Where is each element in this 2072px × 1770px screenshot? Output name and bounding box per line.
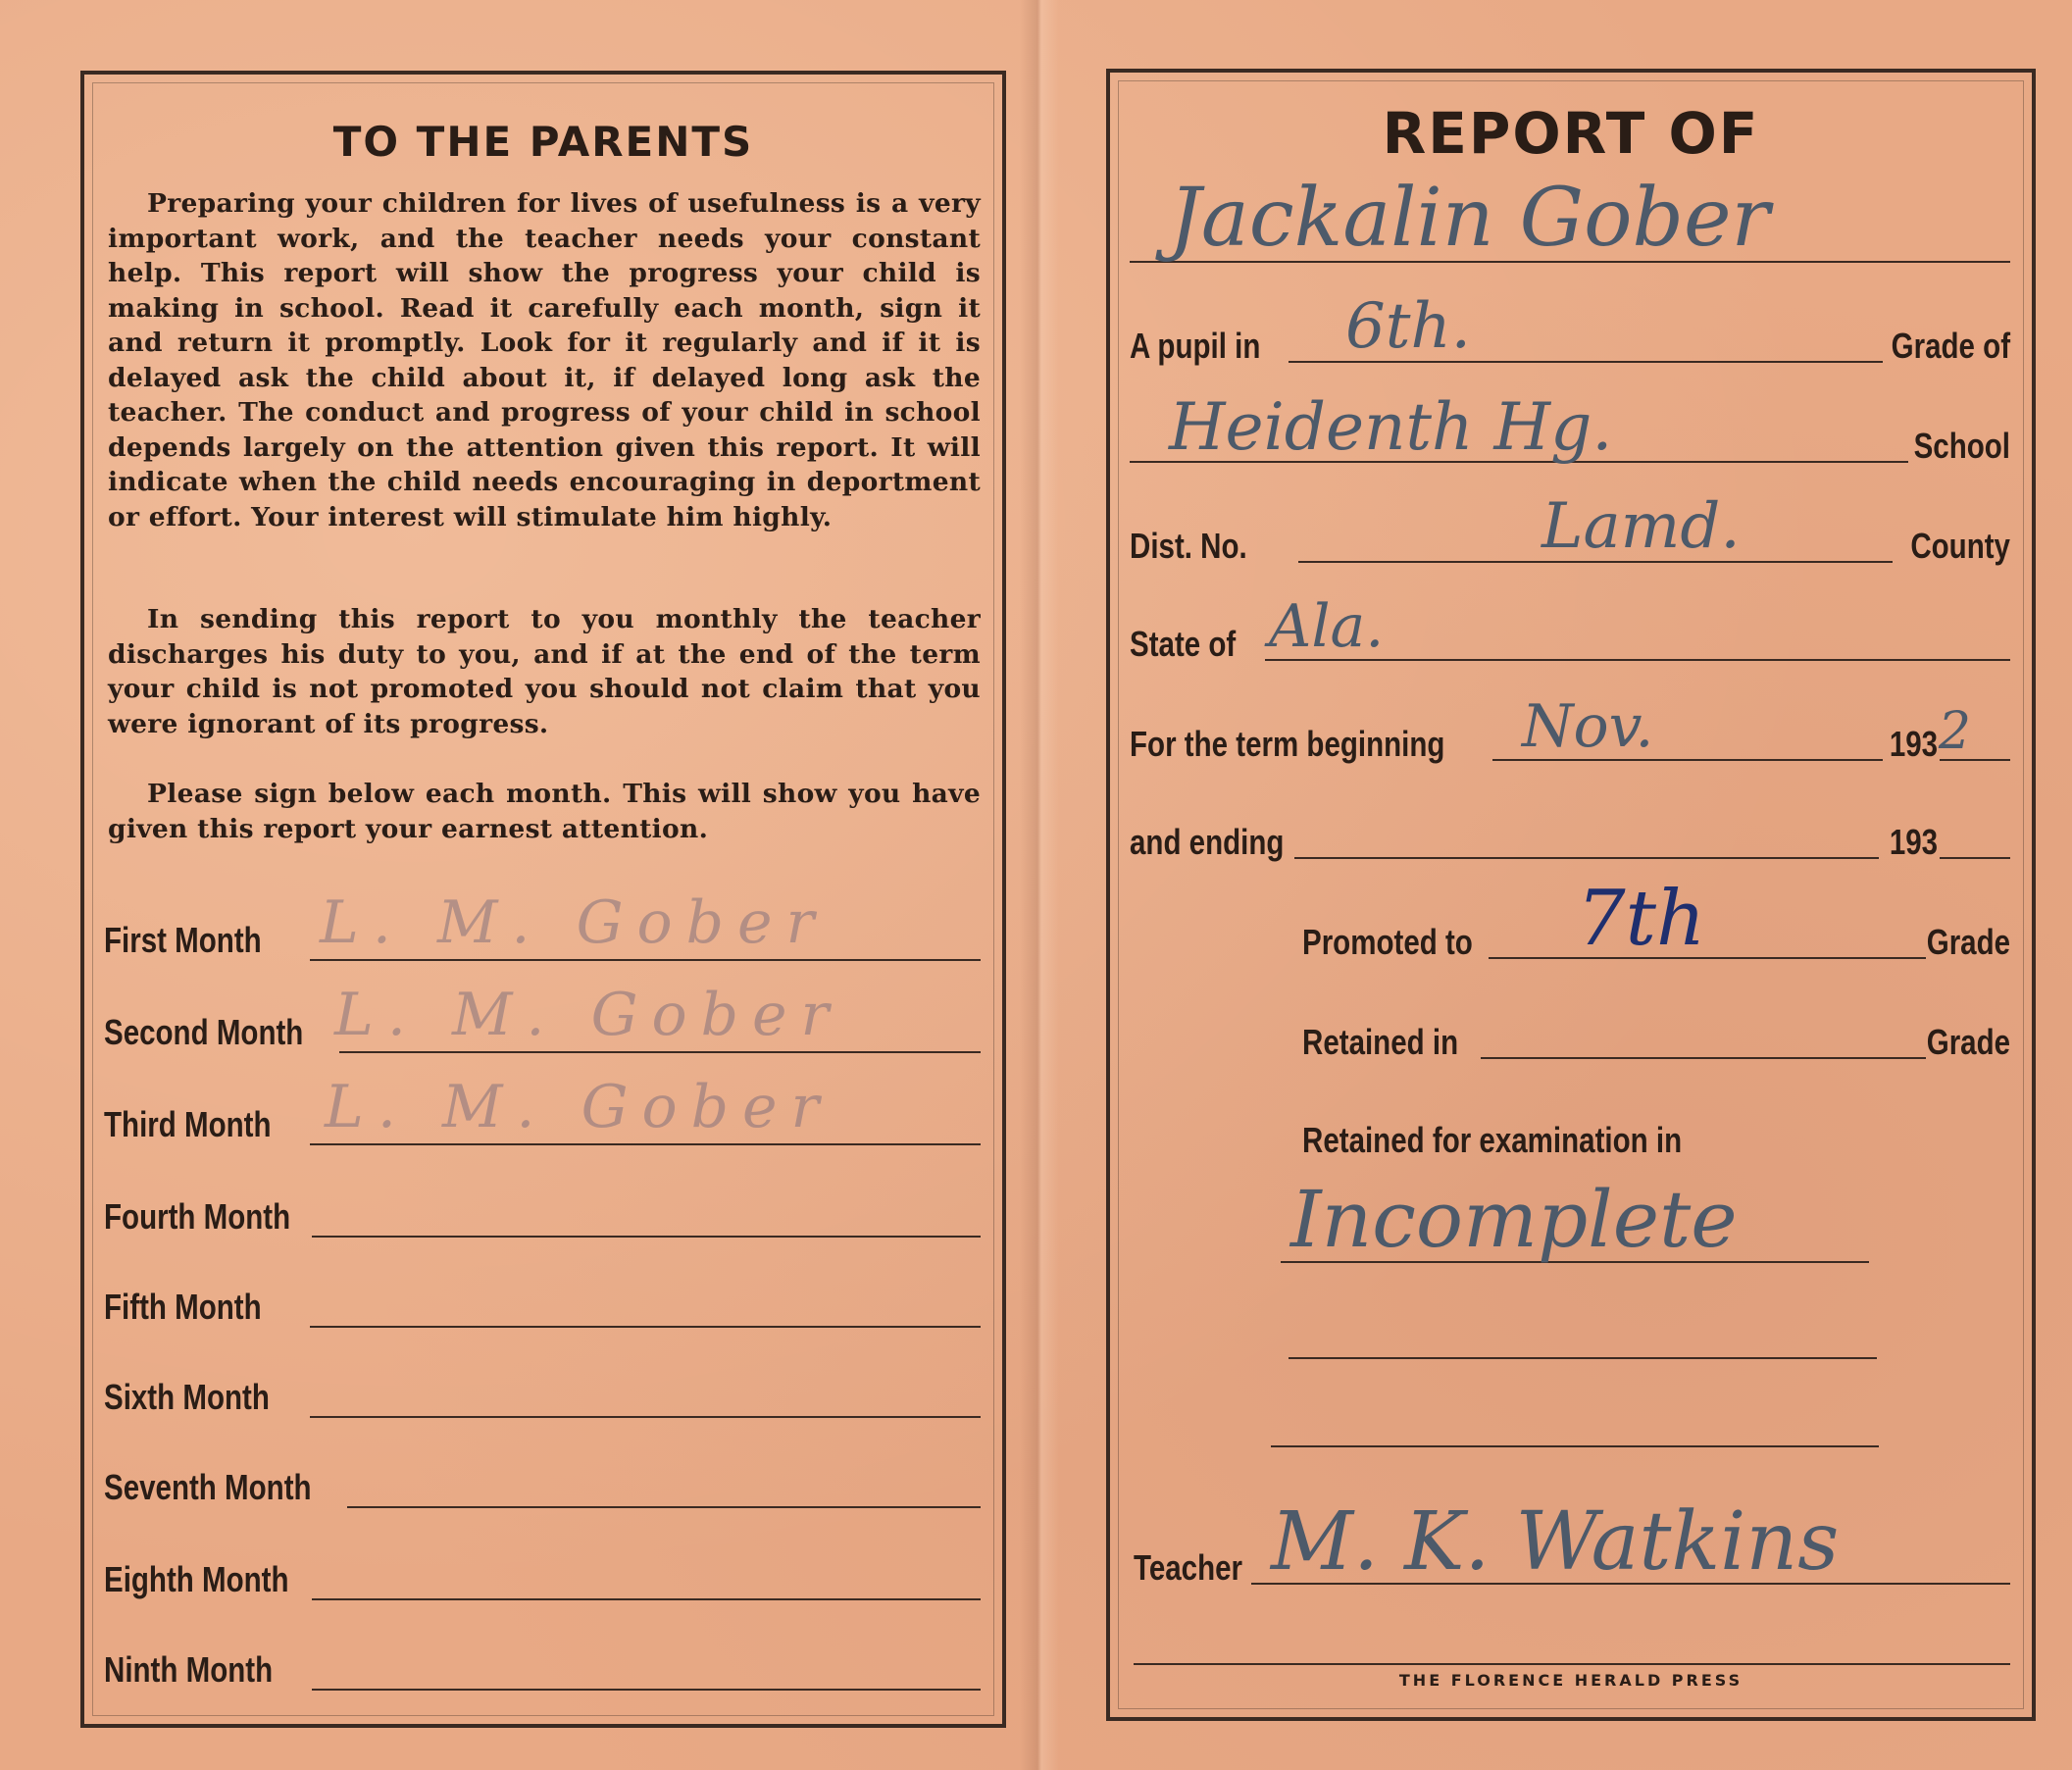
promoted-grade-label: Grade bbox=[1926, 922, 2010, 962]
month-label: First Month bbox=[104, 920, 262, 960]
signature-line[interactable] bbox=[310, 959, 981, 961]
term-begin-value: Nov. bbox=[1522, 692, 1654, 761]
blank-line[interactable] bbox=[1134, 1663, 2010, 1665]
signature-line[interactable] bbox=[347, 1506, 981, 1508]
center-fold bbox=[1020, 0, 1059, 1770]
promoted-line[interactable] bbox=[1489, 957, 1926, 959]
parent-signature: L. M. Gober bbox=[320, 888, 829, 957]
press-imprint: THE FLORENCE HERALD PRESS bbox=[1398, 1671, 1744, 1690]
promoted-grade: 7th bbox=[1577, 875, 1706, 963]
parent-signature: L. M. Gober bbox=[334, 981, 843, 1049]
signature-line[interactable] bbox=[312, 1689, 981, 1691]
month-label: Eighth Month bbox=[104, 1559, 289, 1599]
parents-paragraph-3: Please sign below each month. This will show you have given this report your earnest attention. bbox=[108, 779, 981, 844]
month-label: Second Month bbox=[104, 1012, 304, 1052]
month-label: Fourth Month bbox=[104, 1196, 291, 1237]
term-begin-year-prefix: 193 bbox=[1889, 724, 1938, 764]
report-heading: REPORT OF bbox=[1382, 100, 1760, 167]
month-label: Ninth Month bbox=[104, 1649, 274, 1690]
term-end-row bbox=[1130, 796, 2010, 865]
signature-line[interactable] bbox=[312, 1236, 981, 1238]
retained-exam-line-2 bbox=[1289, 1296, 1877, 1365]
retained-grade-label: Grade bbox=[1926, 1022, 2010, 1062]
month-row-6 bbox=[104, 1363, 981, 1422]
retained-exam-line-1 bbox=[1281, 1174, 1869, 1269]
county-name: Lamd. bbox=[1541, 490, 1741, 563]
state-row bbox=[1130, 592, 2010, 667]
month-row-8 bbox=[104, 1545, 981, 1604]
school-row bbox=[1130, 389, 2010, 469]
term-end-label: and ending bbox=[1130, 822, 1285, 862]
teacher-row bbox=[1134, 1495, 2010, 1591]
retained-exam-label: Retained for examination in bbox=[1302, 1120, 1683, 1160]
retained-label: Retained in bbox=[1302, 1022, 1459, 1062]
term-end-year-prefix: 193 bbox=[1889, 822, 1938, 862]
state-value: Ala. bbox=[1269, 592, 1385, 661]
parents-paragraph-2: In sending this report to you monthly the teacher discharges his duty to you, and if at the end of the term your child is not promoted you should not claim that you were ignorant of its progress. bbox=[108, 604, 981, 739]
signature-line[interactable] bbox=[310, 1143, 981, 1145]
term-end-year-line[interactable] bbox=[1940, 857, 2010, 859]
month-row-3 bbox=[104, 1073, 981, 1149]
parent-signature: L. M. Gober bbox=[325, 1073, 834, 1141]
exam-subject-line[interactable] bbox=[1271, 1445, 1879, 1447]
grade-row bbox=[1130, 290, 2010, 369]
month-label: Third Month bbox=[104, 1104, 272, 1144]
signature-line[interactable] bbox=[339, 1051, 981, 1053]
extra-line-row bbox=[1134, 1602, 2010, 1671]
month-row-4 bbox=[104, 1183, 981, 1241]
dist-label: Dist. No. bbox=[1130, 526, 1247, 566]
state-label: State of bbox=[1130, 624, 1237, 664]
grade-of-label: Grade of bbox=[1891, 326, 2010, 366]
pupil-label: A pupil in bbox=[1130, 326, 1261, 366]
term-begin-year-digit: 2 bbox=[1938, 702, 1971, 761]
school-name: Heidenth Hg. bbox=[1169, 389, 1613, 465]
month-label: Sixth Month bbox=[104, 1377, 270, 1417]
month-row-7 bbox=[104, 1453, 981, 1512]
teacher-label: Teacher bbox=[1134, 1547, 1243, 1588]
promoted-label: Promoted to bbox=[1302, 922, 1473, 962]
month-row-9 bbox=[104, 1636, 981, 1694]
teacher-name: M. K. Watkins bbox=[1271, 1495, 1840, 1589]
county-label: County bbox=[1910, 526, 2010, 566]
signature-line[interactable] bbox=[310, 1416, 981, 1418]
term-begin-row bbox=[1130, 692, 2010, 767]
month-label: Seventh Month bbox=[104, 1467, 312, 1507]
report-panel bbox=[1106, 69, 2036, 1721]
pupil-name-row bbox=[1130, 172, 2010, 269]
pupil-name: Jackalin Gober bbox=[1169, 172, 1770, 265]
retained-exam-line-3 bbox=[1271, 1385, 1879, 1453]
district-row bbox=[1130, 490, 2010, 569]
signature-line[interactable] bbox=[310, 1326, 981, 1328]
month-row-1 bbox=[104, 888, 981, 965]
term-begin-label: For the term beginning bbox=[1130, 724, 1445, 764]
month-row-5 bbox=[104, 1273, 981, 1332]
retained-exam-row bbox=[1302, 1094, 2010, 1163]
term-end-line[interactable] bbox=[1294, 857, 1879, 859]
month-label: Fifth Month bbox=[104, 1287, 262, 1327]
parents-heading: TO THE PARENTS bbox=[332, 118, 754, 166]
parents-panel bbox=[80, 71, 1006, 1728]
month-row-2 bbox=[104, 981, 981, 1057]
retained-line[interactable] bbox=[1481, 1057, 1926, 1059]
parents-paragraph-1: Preparing your children for lives of usefulness is a very important work, and the teacher needs your constant help. This report will show the progress your child is making in school. Read it carefully each month, sign it and return it promptly. Look for it regularly and if it is delayed ask the child about it, if delayed long ask the teacher. The conduct and progress of your child in school depends largely on the attention given this report. It will indicate when the child needs encouraging in deportment or effort. Your interest will stimulate him highly. bbox=[108, 188, 981, 532]
retained-exam-value: Incomplete bbox=[1290, 1174, 1738, 1265]
promoted-row bbox=[1302, 875, 2010, 965]
signature-line[interactable] bbox=[312, 1598, 981, 1600]
retained-row bbox=[1302, 996, 2010, 1065]
grade-value: 6th. bbox=[1345, 290, 1471, 363]
school-label: School bbox=[1913, 426, 2010, 466]
exam-subject-line[interactable] bbox=[1289, 1357, 1877, 1359]
